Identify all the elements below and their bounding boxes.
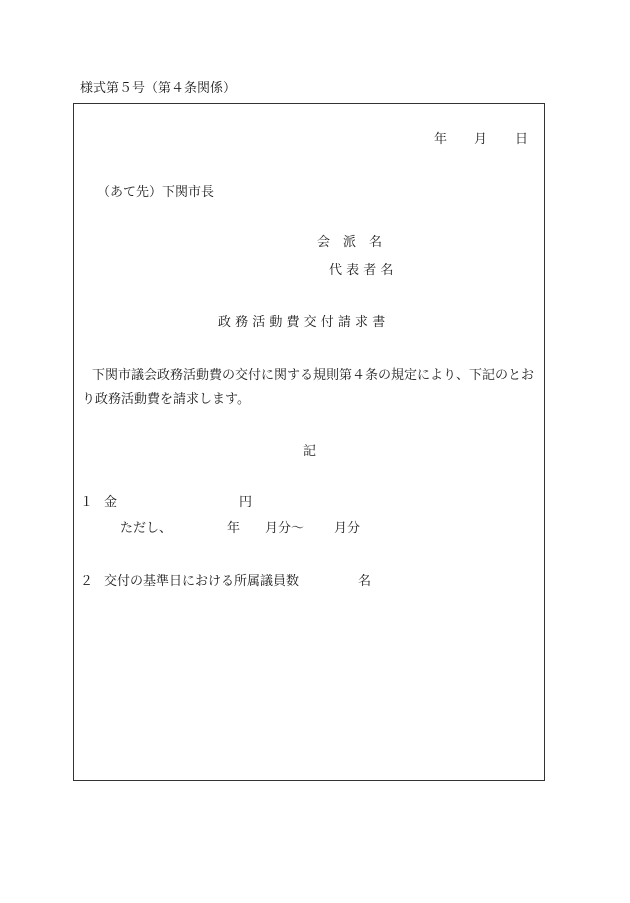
date-day: 日 — [515, 132, 529, 147]
item2-label: 交付の基準日における所属議員数 — [104, 574, 300, 589]
body-text: 下関市議会政務活動費の交付に関する規則第４条の規定により、下記のとおり政務活動費を請求します。 — [82, 368, 535, 407]
addressee: （あて先）下関市長 — [97, 185, 215, 200]
item1-label: 金 — [104, 495, 118, 510]
item2-unit: 名 — [358, 574, 372, 589]
item1-note-to: 月分 — [334, 521, 361, 536]
party-name-label: 会 派 名 — [317, 235, 383, 250]
item1-note-prefix: ただし、 — [120, 521, 173, 536]
document-title: 政 務 活 動 費 交 付 請 求 書 — [218, 315, 386, 330]
date-month: 月 — [474, 132, 488, 147]
date-year: 年 — [434, 132, 448, 147]
form-frame — [73, 103, 545, 781]
item1-unit: 円 — [239, 495, 253, 510]
item1-number: １ — [80, 495, 94, 510]
item1-note-from: 月分～ — [265, 521, 305, 536]
item1-note-year: 年 — [227, 521, 241, 536]
representative-name-label: 代 表 者 名 — [329, 263, 394, 278]
item2-number: ２ — [80, 574, 94, 589]
ki-heading: 記 — [303, 444, 317, 459]
form-label: 様式第５号（第４条関係） — [80, 81, 237, 96]
